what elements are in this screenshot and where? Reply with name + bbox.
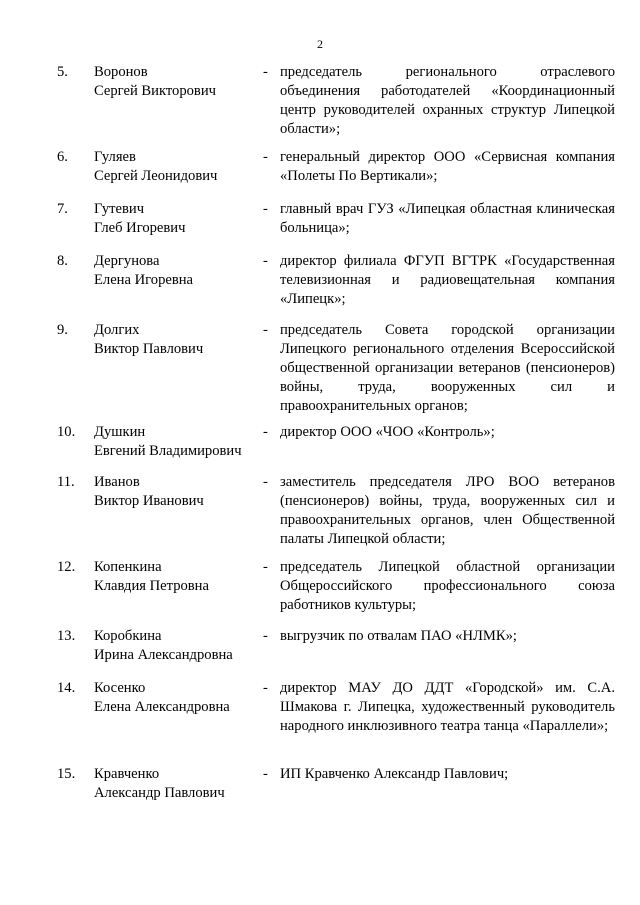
separator-dash: - xyxy=(263,64,268,80)
person-surname: Косенко xyxy=(94,680,146,696)
position-description: председатель регионального отраслевого объединения работодателей «Координационный центр руководителей охранных структур Липецкой области»; xyxy=(280,64,615,137)
entry-number: 7. xyxy=(57,201,68,217)
person-given-names: Ирина Александровна xyxy=(94,647,233,663)
separator-dash: - xyxy=(263,474,268,490)
page-number: 2 xyxy=(317,37,323,51)
person-name xyxy=(94,765,259,803)
person-name xyxy=(94,423,259,461)
separator-dash: - xyxy=(263,766,268,782)
person-given-names: Евгений Владимирович xyxy=(94,443,242,459)
person-given-names: Елена Александровна xyxy=(94,699,230,715)
entry-number: 14. xyxy=(57,680,76,696)
person-name xyxy=(94,252,259,290)
person-given-names: Виктор Павлович xyxy=(94,341,204,357)
person-surname: Гутевич xyxy=(94,201,145,217)
person-surname: Кравченко xyxy=(94,766,160,782)
position-description: директор МАУ ДО ДДТ «Городской» им. С.А. Шмакова г. Липецка, художественный руководитель народного инклюзивного театра танца «Параллели»; xyxy=(280,680,615,734)
person-surname: Долгих xyxy=(94,322,140,338)
entry-number: 8. xyxy=(57,253,68,269)
person-surname: Иванов xyxy=(94,474,140,490)
entry-number: 5. xyxy=(57,64,68,80)
separator-dash: - xyxy=(263,253,268,269)
person-given-names: Елена Игоревна xyxy=(94,272,194,288)
person-surname: Копенкина xyxy=(94,559,162,575)
position-description: главный врач ГУЗ «Липецкая областная клиническая больница»; xyxy=(280,201,615,236)
position-description: генеральный директор ООО «Сервисная компания «Полеты По Вертикали»; xyxy=(280,149,615,184)
person-name xyxy=(94,558,259,596)
person-name xyxy=(94,148,259,186)
separator-dash: - xyxy=(263,680,268,696)
position-description: директор филиала ФГУП ВГТРК «Государственная телевизионная и радиовещательная компания «Липецк»; xyxy=(280,253,615,307)
separator-dash: - xyxy=(263,149,268,165)
person-given-names: Клавдия Петровна xyxy=(94,578,209,594)
entry-number: 15. xyxy=(57,766,76,782)
person-name xyxy=(94,627,259,665)
person-name xyxy=(94,473,259,511)
entry-number: 10. xyxy=(57,424,76,440)
person-given-names: Сергей Викторович xyxy=(94,83,216,99)
person-name xyxy=(94,679,259,717)
person-surname: Душкин xyxy=(94,424,146,440)
entry-number: 12. xyxy=(57,559,76,575)
separator-dash: - xyxy=(263,559,268,575)
position-description: директор ООО «ЧОО «Контроль»; xyxy=(280,424,495,440)
person-given-names: Сергей Леонидович xyxy=(94,168,218,184)
person-given-names: Виктор Иванович xyxy=(94,493,204,509)
person-name xyxy=(94,200,259,238)
separator-dash: - xyxy=(263,201,268,217)
person-given-names: Глеб Игоревич xyxy=(94,220,186,236)
position-description: заместитель председателя ЛРО ВОО ветеранов (пенсионеров) войны, труда, вооруженных сил и правоохранительных органов, член Общественной палаты Липецкой области; xyxy=(280,474,615,547)
person-surname: Дергунова xyxy=(94,253,160,269)
entry-number: 6. xyxy=(57,149,68,165)
entry-number: 9. xyxy=(57,322,68,338)
person-surname: Гуляев xyxy=(94,149,136,165)
position-description: председатель Липецкой областной организации Общероссийского профессионального союза работников культуры; xyxy=(280,559,615,613)
position-description: выгрузчик по отвалам ПАО «НЛМК»; xyxy=(280,628,517,644)
entry-number: 11. xyxy=(57,474,75,490)
person-surname: Коробкина xyxy=(94,628,162,644)
separator-dash: - xyxy=(263,628,268,644)
person-surname: Воронов xyxy=(94,64,148,80)
person-name xyxy=(94,63,259,101)
position-description: ИП Кравченко Александр Павлович; xyxy=(280,766,509,782)
position-description: председатель Совета городской организации Липецкого регионального отделения Всероссийской общественной организации ветеранов (пенсионеров) войны, труда, вооруженных сил и правоохранительных органов; xyxy=(280,322,615,414)
separator-dash: - xyxy=(263,424,268,440)
entry-number: 13. xyxy=(57,628,76,644)
person-given-names: Александр Павлович xyxy=(94,785,225,801)
separator-dash: - xyxy=(263,322,268,338)
person-name xyxy=(94,321,259,359)
